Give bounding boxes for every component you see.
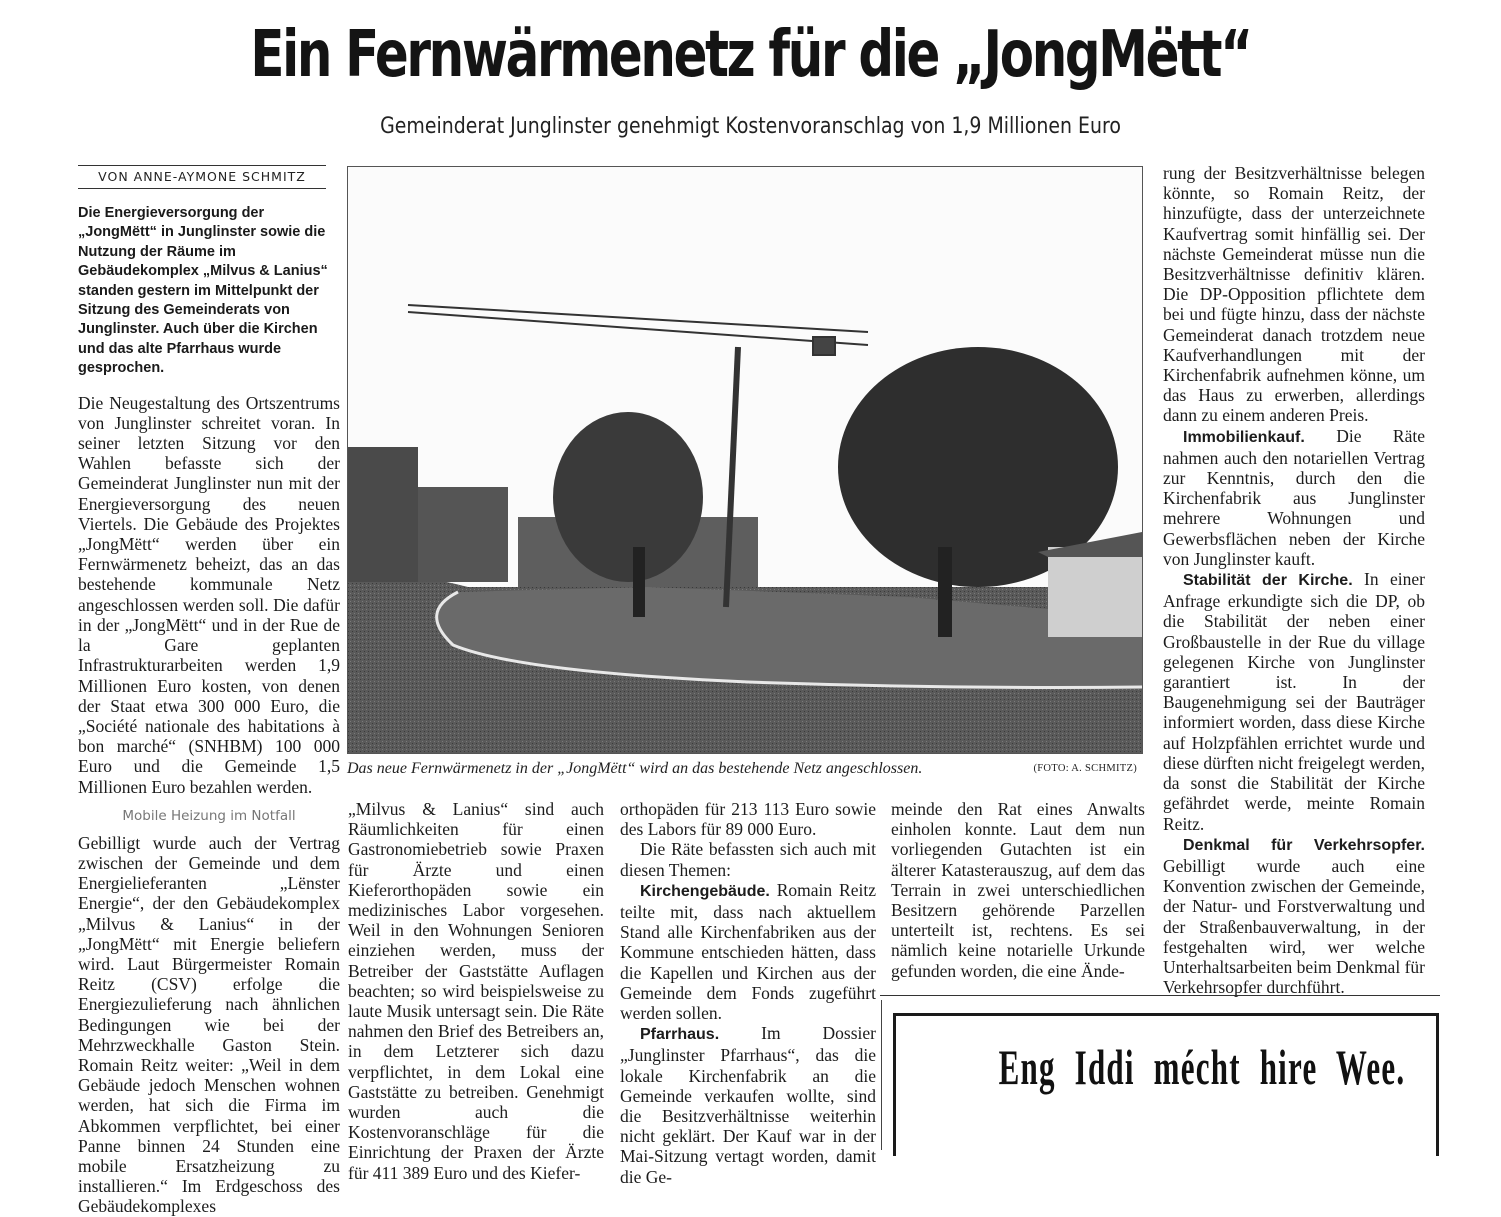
building bbox=[418, 487, 508, 582]
tree bbox=[553, 412, 703, 582]
keyword-pfarrhaus: Pfarrhaus. bbox=[640, 1026, 720, 1044]
photo-credit: (FOTO: A. SCHMITZ) bbox=[1033, 763, 1137, 774]
caption-text: Das neue Fernwärmenetz in der „JongMëtt“ wird an das bestehende Netz angeschlossen. bbox=[347, 760, 923, 777]
column-1-bottom bbox=[78, 833, 340, 1217]
building bbox=[348, 447, 418, 582]
paragraph-text: Die Räte nahmen auch den notariellen Vertrag zur Kenntnis, durch den die Kirchenfabrik aus Junglinster mehrere Wohnungen und Gewerbsflächen neben der Kirche von Junglinster kauft. bbox=[1163, 425, 1425, 569]
photo-caption bbox=[347, 760, 1141, 784]
advert-slogan: Eng Iddi mécht hire Wee. bbox=[998, 1039, 1406, 1095]
byline: VON ANNE-AYMONE SCHMITZ bbox=[98, 169, 306, 184]
body-paragraph: Die Räte befassten sich auch mit diesen Themen: bbox=[620, 839, 876, 880]
column-3-bottom bbox=[620, 799, 876, 1187]
column-4-bottom bbox=[891, 799, 1145, 981]
tree-trunk bbox=[633, 547, 645, 617]
intertitle: Mobile Heizung im Notfall bbox=[122, 807, 296, 824]
keyword-stabilitaet: Stabilität der Kirche. bbox=[1183, 572, 1353, 590]
subheadline: Gemeinderat Junglinster genehmigt Kostenvoranschlag von 1,9 Millionen Euro bbox=[380, 114, 1121, 139]
body-paragraph: „Milvus & Lanius“ sind auch Räumlichkeiten für einen Gastronomiebetrieb sowie Praxen für Ärzte und einen Kieferorthopäden sowie ein medizinisches Labor vorgesehen. Weil in den Wohnungen Senioren einziehen werden, muss der Betreiber der Gaststätte Auflagen beachten; so wird beispielsweise zu laute Musik untersagt sein. Die Räte nahmen den Brief des Betreibers an, in dem Letzterer sich dazu verpflichtet, in dem Lokal eine Gaststätte zu betreiben. Genehmigt wurden auch die Kostenvoranschläge für die Einrichtung der Praxen der Ärzte für 411 389 Euro und des Kiefer- bbox=[348, 799, 604, 1183]
paragraph-text: Im Dossier „Junglinster Pfarrhaus“, das die lokale Kirchenfabrik an die Gemeinde verkaufen wollte, sind die Besitzverhältnisse weiterhin nicht geklärt. Der Kauf war in der Mai-Sitzung vertagt worden, damit die Ge- bbox=[620, 1023, 876, 1187]
byline-box bbox=[78, 165, 326, 189]
advert-box bbox=[893, 1013, 1439, 1156]
body-paragraph bbox=[1163, 569, 1425, 834]
paragraph-text: Gebilligt wurde auch eine Konvention zwischen der Gemeinde, der Natur- und Forstverwaltung und der Straßenbauverwaltung, in der festgehalten wird, wer welche Unterhaltsarbeiten beim Denkmal für Verkehrsopfer durchführt. bbox=[1163, 855, 1425, 998]
body-paragraph bbox=[1163, 834, 1425, 998]
paragraph-text: Romain Reitz teilte mit, dass nach aktuellem Stand alle Kirchenfabriken aus der Kommune entschieden hätten, dass die Kapellen und Kirchen aus der Gemeinde dem Fonds zugeführt werden sollen. bbox=[620, 879, 876, 1024]
body-paragraph: Die Neugestaltung des Ortszentrums von Junglinster schreitet voran. In seiner letzten Sitzung vor den Wahlen befasste sich der Gemeinderat Junglinster nun mit der Energieversorgung des neuen Viertels. Die Gebäude des Projektes „JongMëtt“ werden über ein Fernwärmenetz beheizt, das an das bestehende kommunale Netz angeschlossen werden soll. Die dafür in der „JongMëtt“ und in der Rue de la Gare geplanten Infrastrukturarbeiten werden 1,9 Millionen Euro kosten, von denen der Staat etwa 300 000 Euro, die „Société nationale des habitations à bon marché“ (SNHBM) 100 000 Euro und die Gemeinde 1,5 Millionen Euro bezahlen werden. bbox=[78, 392, 340, 797]
column-5 bbox=[1163, 163, 1425, 997]
keyword-denkmal: Denkmal für Verkehrsopfer. bbox=[1183, 836, 1425, 854]
column-1-top bbox=[78, 204, 340, 1217]
paragraph-text: In einer Anfrage erkundigte sich die DP, ob die Stabilität der neben einer Großbaustelle in der Rue du village gelegenen Kirche von Junglinster garantiert ist. In der Baugenehmigung sei der Bauträger informiert worden, dass diese Kirche auf Holzpfählen errichtet wurde und diese dürften nicht freigelegt werden, da sonst die Stabilität der Kirche gefährdet werde, meinte Romain Reitz. bbox=[1163, 569, 1425, 834]
advert-divider bbox=[880, 995, 1440, 996]
body-paragraph: Gebilligt wurde auch der Vertrag zwischen der Gemeinde und dem Energielieferanten „Lënster Energie“, der den Gebäudekomplex „Milvus & Lanius“ in der „JongMëtt“ mit Energie beliefern wird. Laut Bürgermeister Romain Reitz (CSV) erfolge die Energiezulieferung nach ähnlichen Bedingungen wie bei der Mehrzweckhalle Gaston Stein. Romain Reitz weiter: „Weil in dem Gebäude jedoch Menschen wohnen werden, hat sich die Firma im Abkommen verpflichtet, bei einer Panne binnen 24 Stunden eine mobile Ersatzheizung zu installieren.“ Im Erdgeschoss des Gebäudekomplexes bbox=[78, 832, 340, 1217]
tree-trunk bbox=[938, 547, 952, 637]
article-photo bbox=[347, 166, 1143, 754]
body-paragraph: meinde den Rat eines Anwalts einholen konnte. Laut dem nun vorliegenden Gutachten ist ein älterer Katasterauszug, auf dem das Terrain in zwei unterschiedlichen Besitzern gehörende Parzellen unterteilt ist, rechtens. Es sei nämlich keine notarielle Urkunde gefunden worden, die eine Ände- bbox=[891, 799, 1145, 981]
lead-paragraph: Die Energieversorgung der „JongMëtt“ in Junglinster sowie die Nutzung der Räume im Gebäudekomplex „Milvus & Lanius“ standen gestern im Mittelpunkt der Sitzung des Gemeinderats von Junglinster. Auch über die Kirchen und das alte Pfarrhaus wurde gesprochen. bbox=[78, 205, 328, 377]
house bbox=[1048, 547, 1142, 637]
column-divider bbox=[881, 1000, 882, 1150]
body-paragraph bbox=[620, 1023, 876, 1187]
keyword-immobilienkauf: Immobilienkauf. bbox=[1183, 428, 1305, 446]
construction-site-photo bbox=[348, 167, 1142, 753]
body-paragraph bbox=[1163, 426, 1425, 569]
column-1-body bbox=[78, 393, 340, 797]
body-paragraph: rung der Besitzverhältnisse belegen könnte, so Romain Reitz, der hinzufügte, dass der unterzeichnete Kaufvertrag somit hinfällig sei. Der nächste Gemeinderat müsse nun die Besitzverhältnisse definitiv klären. Die DP-Opposition pflichtete dem bei und fügte hinzu, dass der nächste Gemeinderat danach trotzdem neue Kaufverhandlungen mit der Kirchenfabrik aufnehmen könne, um das Haus zu erwerben, allerdings dann zu einem anderen Preis. bbox=[1163, 163, 1425, 426]
body-paragraph bbox=[620, 880, 876, 1023]
headline: Ein Fernwärmenetz für die „JongMëtt“ bbox=[250, 18, 1251, 92]
column-2-bottom bbox=[348, 799, 604, 1183]
keyword-kirchengebaeude: Kirchengebäude. bbox=[640, 882, 770, 900]
body-paragraph: orthopäden für 213 113 Euro sowie des Labors für 89 000 Euro. bbox=[620, 799, 876, 840]
